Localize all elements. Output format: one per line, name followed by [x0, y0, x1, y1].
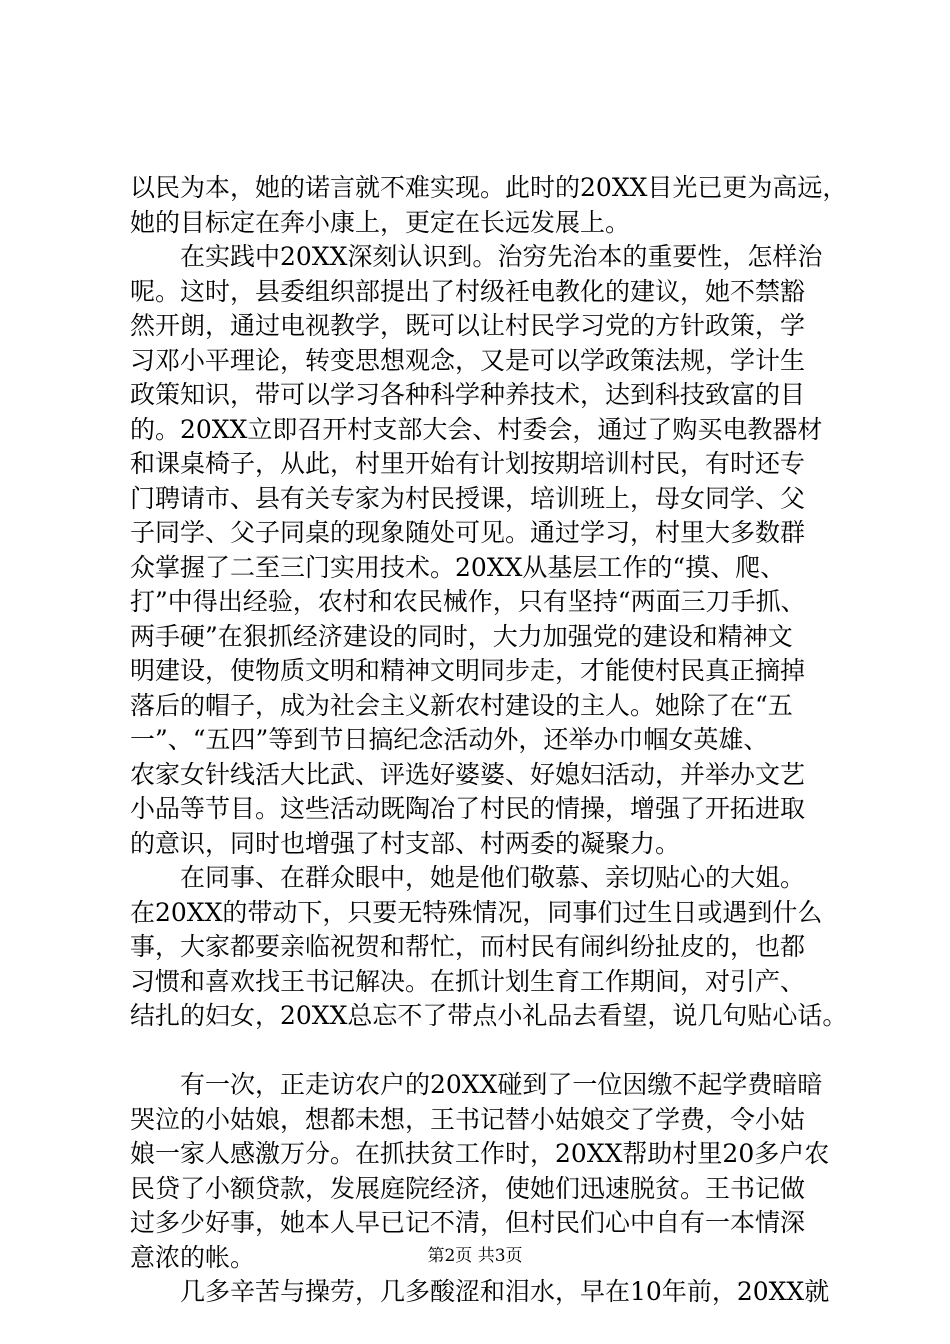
text-line: 有一次，正走访农户的20XX碰到了一位因缴不起学费暗暗	[180, 1070, 823, 1099]
text-line: 事，大家都要亲临祝贺和帮忙，而村民有闹纠纷扯皮的，也都	[130, 932, 806, 961]
text-line: 以民为本，她的诺言就不难实现。此时的20XX目光已更为高远，	[130, 173, 848, 202]
text-line: 明建设，使物质文明和精神文明同步走，才能使村民真正摘掉	[130, 656, 806, 685]
text-line: 她的目标定在奔小康上，更定在长远发展上。	[130, 207, 631, 237]
text-line: 然开朗，通过电视教学，既可以让村民学习党的方针政策，学	[130, 311, 806, 340]
text-line: 几多辛苦与操劳，几多酸涩和泪水，早在10年前，20XX就	[180, 1277, 830, 1306]
page-footer: 第2页 共3页	[427, 1246, 523, 1266]
text-line: 两手硬”在狠抓经济建设的同时，大力加强党的建设和精神文	[130, 621, 793, 651]
document-body	[130, 171, 860, 1310]
text-line: 的意识，同时也增强了村支部、村两委的凝聚力。	[130, 828, 681, 858]
text-line: 落后的帽子，成为社会主义新农村建设的主人。她除了在“五	[130, 690, 793, 720]
text-line: 政策知识，带可以学习各种科学种养技术，达到科技致富的目	[130, 380, 806, 409]
text-line: 过多少好事，她本人早已记不清，但村民们心中自有一本情深	[130, 1208, 806, 1237]
text-line: 小品等节目。这些活动既陶冶了村民的情操，增强了开拓进取	[130, 794, 806, 823]
text-line: 哭泣的小姑娘，想都未想，王书记替小姑娘交了学费，令小姑	[130, 1104, 806, 1134]
text-line: 打”中得出经验，农村和农民械作，只有坚持“两面三刀手抓、	[130, 587, 806, 616]
text-line: 的。20XX立即召开村支部大会、村委会，通过了购买电教器材	[130, 414, 823, 444]
text-line: 一”、“五四”等到节日搞纪念活动外，还举办巾帼女英雄、	[130, 725, 769, 754]
text-line: 众掌握了二至三门实用技术。20XX从基层工作的“摸、爬、	[130, 552, 786, 582]
text-line: 习惯和喜欢找王书记解决。在抓计划生育工作期间，对引产、	[130, 966, 806, 996]
blank-line	[130, 1034, 860, 1069]
text-line: 娘一家人感激万分。在抓扶贫工作时，20XX帮助村里20多户农	[130, 1139, 830, 1168]
text-line: 意浓的帐。	[130, 1242, 256, 1272]
text-line: 在同事、在群众眼中，她是他们敬慕、亲切贴心的大姐。	[180, 863, 806, 892]
text-line: 和课桌椅子，从此，村里开始有计划按期培训村民，有时还专	[130, 449, 806, 478]
text-line: 子同学、父子同桌的现象随处可见。通过学习，村里大多数群	[130, 518, 806, 547]
text-line: 在实践中20XX深刻认识到。治穷先治本的重要性，怎样治	[180, 242, 823, 271]
text-line: 农家女针线活大比武、评选好婆婆、好媳妇活动，并举办文艺	[130, 759, 806, 789]
text-line: 门聘请市、县有关专家为村民授课，培训班上，母女同学、父	[130, 483, 806, 513]
text-line: 习邓小平理论，转变思想观念，又是可以学政策法规，学计生	[130, 345, 806, 375]
text-line: 民贷了小额贷款，发展庭院经济，使她们迅速脱贫。王书记做	[130, 1173, 806, 1203]
text-line: 在20XX的带动下，只要无特殊情况，同事们过生日或遇到什么	[130, 897, 823, 927]
text-line: 呢。这时，县委组织部提出了村级衽电教化的建议，她不禁豁	[130, 276, 806, 306]
text-line: 结扎的妇女，20XX总忘不了带点小礼品去看望，说几句贴心话。	[130, 1001, 848, 1030]
